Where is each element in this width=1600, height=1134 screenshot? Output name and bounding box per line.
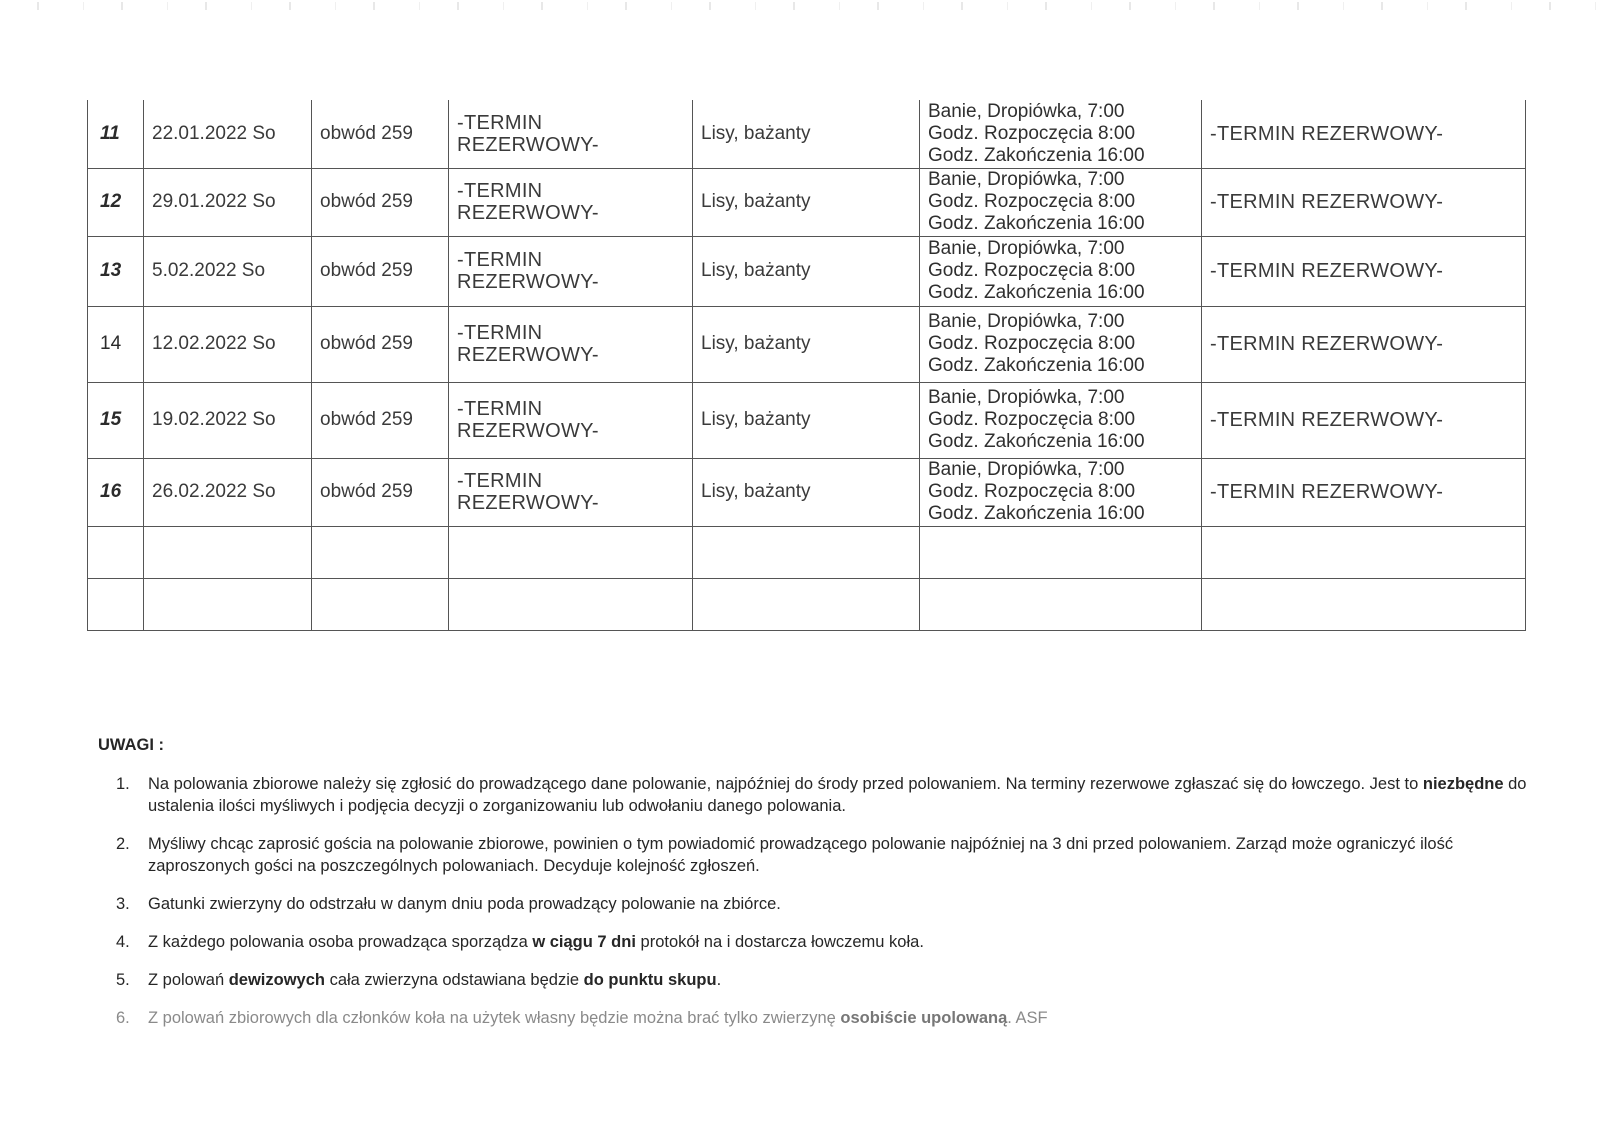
term-line: -TERMIN	[457, 111, 543, 134]
place-line: Banie, Dropiówka, 7:00	[928, 459, 1125, 480]
term-line: REZERWOWY-	[457, 271, 599, 293]
hunt-species: Lisy, bażanty	[693, 382, 920, 458]
hunt-term	[449, 306, 693, 382]
table-row	[88, 458, 1526, 526]
hunt-date: 29.01.2022 So	[144, 168, 312, 236]
table-row	[88, 100, 1526, 168]
hunt-area: obwód 259	[312, 306, 449, 382]
note-text: Myśliwy chcąc zaprosić gościa na polowanie zbiorowe, powinien o tym powiadomić prowadzącego polowanie najpóźniej na 3 dni przed polowaniem. Zarząd może ograniczyć ilość zaproszonych gości na poszczególnych polowaniach. Decyduje kolejność zgłoszeń.	[148, 835, 1454, 875]
note-text: Gatunki zwierzyny do odstrzału w danym dniu poda prowadzący polowanie na zbiórce.	[148, 895, 781, 913]
term-line: REZERWOWY-	[457, 133, 599, 156]
term-line: -TERMIN	[457, 322, 543, 344]
empty-table-row	[88, 526, 1526, 578]
table-row	[88, 168, 1526, 236]
hunt-species: Lisy, bażanty	[693, 306, 920, 382]
note-emphasis: niezbędne	[1422, 775, 1504, 793]
note-text: Z polowań zbiorowych dla członków koła na użytek własny będzie można brać tylko zwierzynę	[148, 1009, 841, 1027]
place-line: Banie, Dropiówka, 7:00	[928, 169, 1125, 190]
hunt-date: 12.02.2022 So	[144, 306, 312, 382]
hunt-date: 19.02.2022 So	[144, 382, 312, 458]
hunt-place	[920, 236, 1202, 306]
end-time-line: Godz. Zakończenia 16:00	[928, 355, 1145, 376]
empty-cell	[693, 526, 920, 578]
empty-cell	[920, 526, 1202, 578]
note-item	[98, 969, 1538, 991]
note-emphasis: w ciągu 7 dni	[532, 933, 636, 951]
notes-list	[98, 773, 1538, 1029]
note-text: Z każdego polowania osoba prowadząca sporządza	[148, 933, 533, 951]
hunt-place	[920, 382, 1202, 458]
place-line: Banie, Dropiówka, 7:00	[928, 311, 1125, 332]
note-item	[98, 1007, 1538, 1029]
term-line: REZERWOWY-	[457, 344, 599, 366]
table-row	[88, 236, 1526, 306]
end-time-line: Godz. Zakończenia 16:00	[928, 213, 1145, 234]
end-time-line: Godz. Zakończenia 16:00	[928, 282, 1145, 303]
term-line: -TERMIN	[457, 470, 543, 492]
hunt-area: obwód 259	[312, 236, 449, 306]
hunt-area: obwód 259	[312, 458, 449, 526]
term-line: REZERWOWY-	[457, 202, 599, 224]
start-time-line: Godz. Rozpoczęcia 8:00	[928, 122, 1136, 144]
hunt-term	[449, 100, 693, 168]
empty-cell	[1202, 578, 1526, 630]
hunt-term	[449, 236, 693, 306]
empty-cell	[312, 578, 449, 630]
note-text: cała zwierzyna odstawiana będzie	[325, 971, 584, 989]
note-emphasis: osobiście upolowaną	[840, 1009, 1008, 1027]
empty-cell	[88, 578, 144, 630]
empty-cell	[449, 526, 693, 578]
note-item	[98, 773, 1538, 817]
empty-cell	[449, 578, 693, 630]
note-text: . ASF	[1007, 1009, 1048, 1027]
hunt-leader: -TERMIN REZERWOWY-	[1202, 236, 1526, 306]
start-time-line: Godz. Rozpoczęcia 8:00	[928, 409, 1136, 430]
table-row	[88, 306, 1526, 382]
place-line: Banie, Dropiówka, 7:00	[928, 238, 1125, 259]
hunt-species: Lisy, bażanty	[693, 100, 920, 168]
note-number: 2.	[116, 835, 130, 853]
note-item	[98, 931, 1538, 953]
hunt-term	[449, 382, 693, 458]
note-text: Na polowania zbiorowe należy się zgłosić do prowadzącego dane polowanie, najpóźniej do środy przed polowaniem. Na terminy rezerwowe zgłaszać się do łowczego. Jest to	[148, 775, 1423, 793]
row-number: 16	[88, 458, 144, 526]
hunt-leader: -TERMIN REZERWOWY-	[1202, 100, 1526, 168]
empty-cell	[693, 578, 920, 630]
term-line: -TERMIN	[457, 180, 543, 202]
empty-cell	[144, 578, 312, 630]
place-line: Banie, Dropiówka, 7:00	[928, 100, 1125, 122]
hunt-date: 5.02.2022 So	[144, 236, 312, 306]
notes-title: UWAGI :	[98, 736, 164, 754]
hunt-term	[449, 168, 693, 236]
empty-cell	[312, 526, 449, 578]
note-text: Z polowań	[148, 971, 229, 989]
row-number: 13	[88, 236, 144, 306]
row-number: 11	[88, 100, 144, 168]
row-number: 12	[88, 168, 144, 236]
note-number: 6.	[116, 1009, 130, 1027]
empty-cell	[1202, 526, 1526, 578]
hunt-place	[920, 306, 1202, 382]
note-number: 1.	[116, 775, 130, 793]
note-number: 4.	[116, 933, 130, 951]
hunt-area: obwód 259	[312, 100, 449, 168]
hunt-place	[920, 458, 1202, 526]
hunt-area: obwód 259	[312, 382, 449, 458]
hunt-term	[449, 458, 693, 526]
hunt-leader: -TERMIN REZERWOWY-	[1202, 168, 1526, 236]
hunt-leader: -TERMIN REZERWOWY-	[1202, 382, 1526, 458]
faded-stamp	[1165, 676, 1365, 696]
end-time-line: Godz. Zakończenia 16:00	[928, 431, 1145, 452]
note-text: do ustalenia ilości myśliwych i podjęcia decyzji o zorganizowaniu lub odwołaniu danego polowania.	[148, 775, 1527, 815]
hunt-species: Lisy, bażanty	[693, 458, 920, 526]
note-emphasis: dewizowych	[228, 971, 325, 989]
term-line: REZERWOWY-	[457, 420, 599, 442]
hunt-area: obwód 259	[312, 168, 449, 236]
term-line: -TERMIN	[457, 249, 543, 271]
end-time-line: Godz. Zakończenia 16:00	[928, 503, 1145, 524]
notes-section	[98, 736, 1538, 1045]
start-time-line: Godz. Rozpoczęcia 8:00	[928, 481, 1136, 502]
hunt-place	[920, 100, 1202, 168]
term-line: -TERMIN	[457, 398, 543, 420]
scan-artifact	[0, 2, 1600, 10]
empty-cell	[920, 578, 1202, 630]
note-text: .	[716, 971, 722, 989]
note-number: 5.	[116, 971, 130, 989]
note-number: 3.	[116, 895, 130, 913]
row-number: 14	[88, 306, 144, 382]
note-item	[98, 893, 1538, 915]
hunting-schedule-table	[87, 100, 1526, 631]
hunt-date: 26.02.2022 So	[144, 458, 312, 526]
place-line: Banie, Dropiówka, 7:00	[928, 387, 1125, 408]
empty-table-row	[88, 578, 1526, 630]
row-number: 15	[88, 382, 144, 458]
hunt-leader: -TERMIN REZERWOWY-	[1202, 306, 1526, 382]
start-time-line: Godz. Rozpoczęcia 8:00	[928, 333, 1136, 354]
table-row	[88, 382, 1526, 458]
hunt-species: Lisy, bażanty	[693, 168, 920, 236]
note-item	[98, 833, 1538, 877]
start-time-line: Godz. Rozpoczęcia 8:00	[928, 191, 1136, 212]
hunt-leader: -TERMIN REZERWOWY-	[1202, 458, 1526, 526]
empty-cell	[144, 526, 312, 578]
note-emphasis: do punktu skupu	[583, 971, 717, 989]
start-time-line: Godz. Rozpoczęcia 8:00	[928, 260, 1136, 281]
term-line: REZERWOWY-	[457, 492, 599, 514]
hunt-species: Lisy, bażanty	[693, 236, 920, 306]
hunt-place	[920, 168, 1202, 236]
empty-cell	[88, 526, 144, 578]
hunt-date: 22.01.2022 So	[144, 100, 312, 168]
schedule-body	[88, 100, 1526, 630]
note-text: protokół na i dostarcza łowczemu koła.	[635, 933, 924, 951]
end-time-line: Godz. Zakończenia 16:00	[928, 144, 1145, 166]
